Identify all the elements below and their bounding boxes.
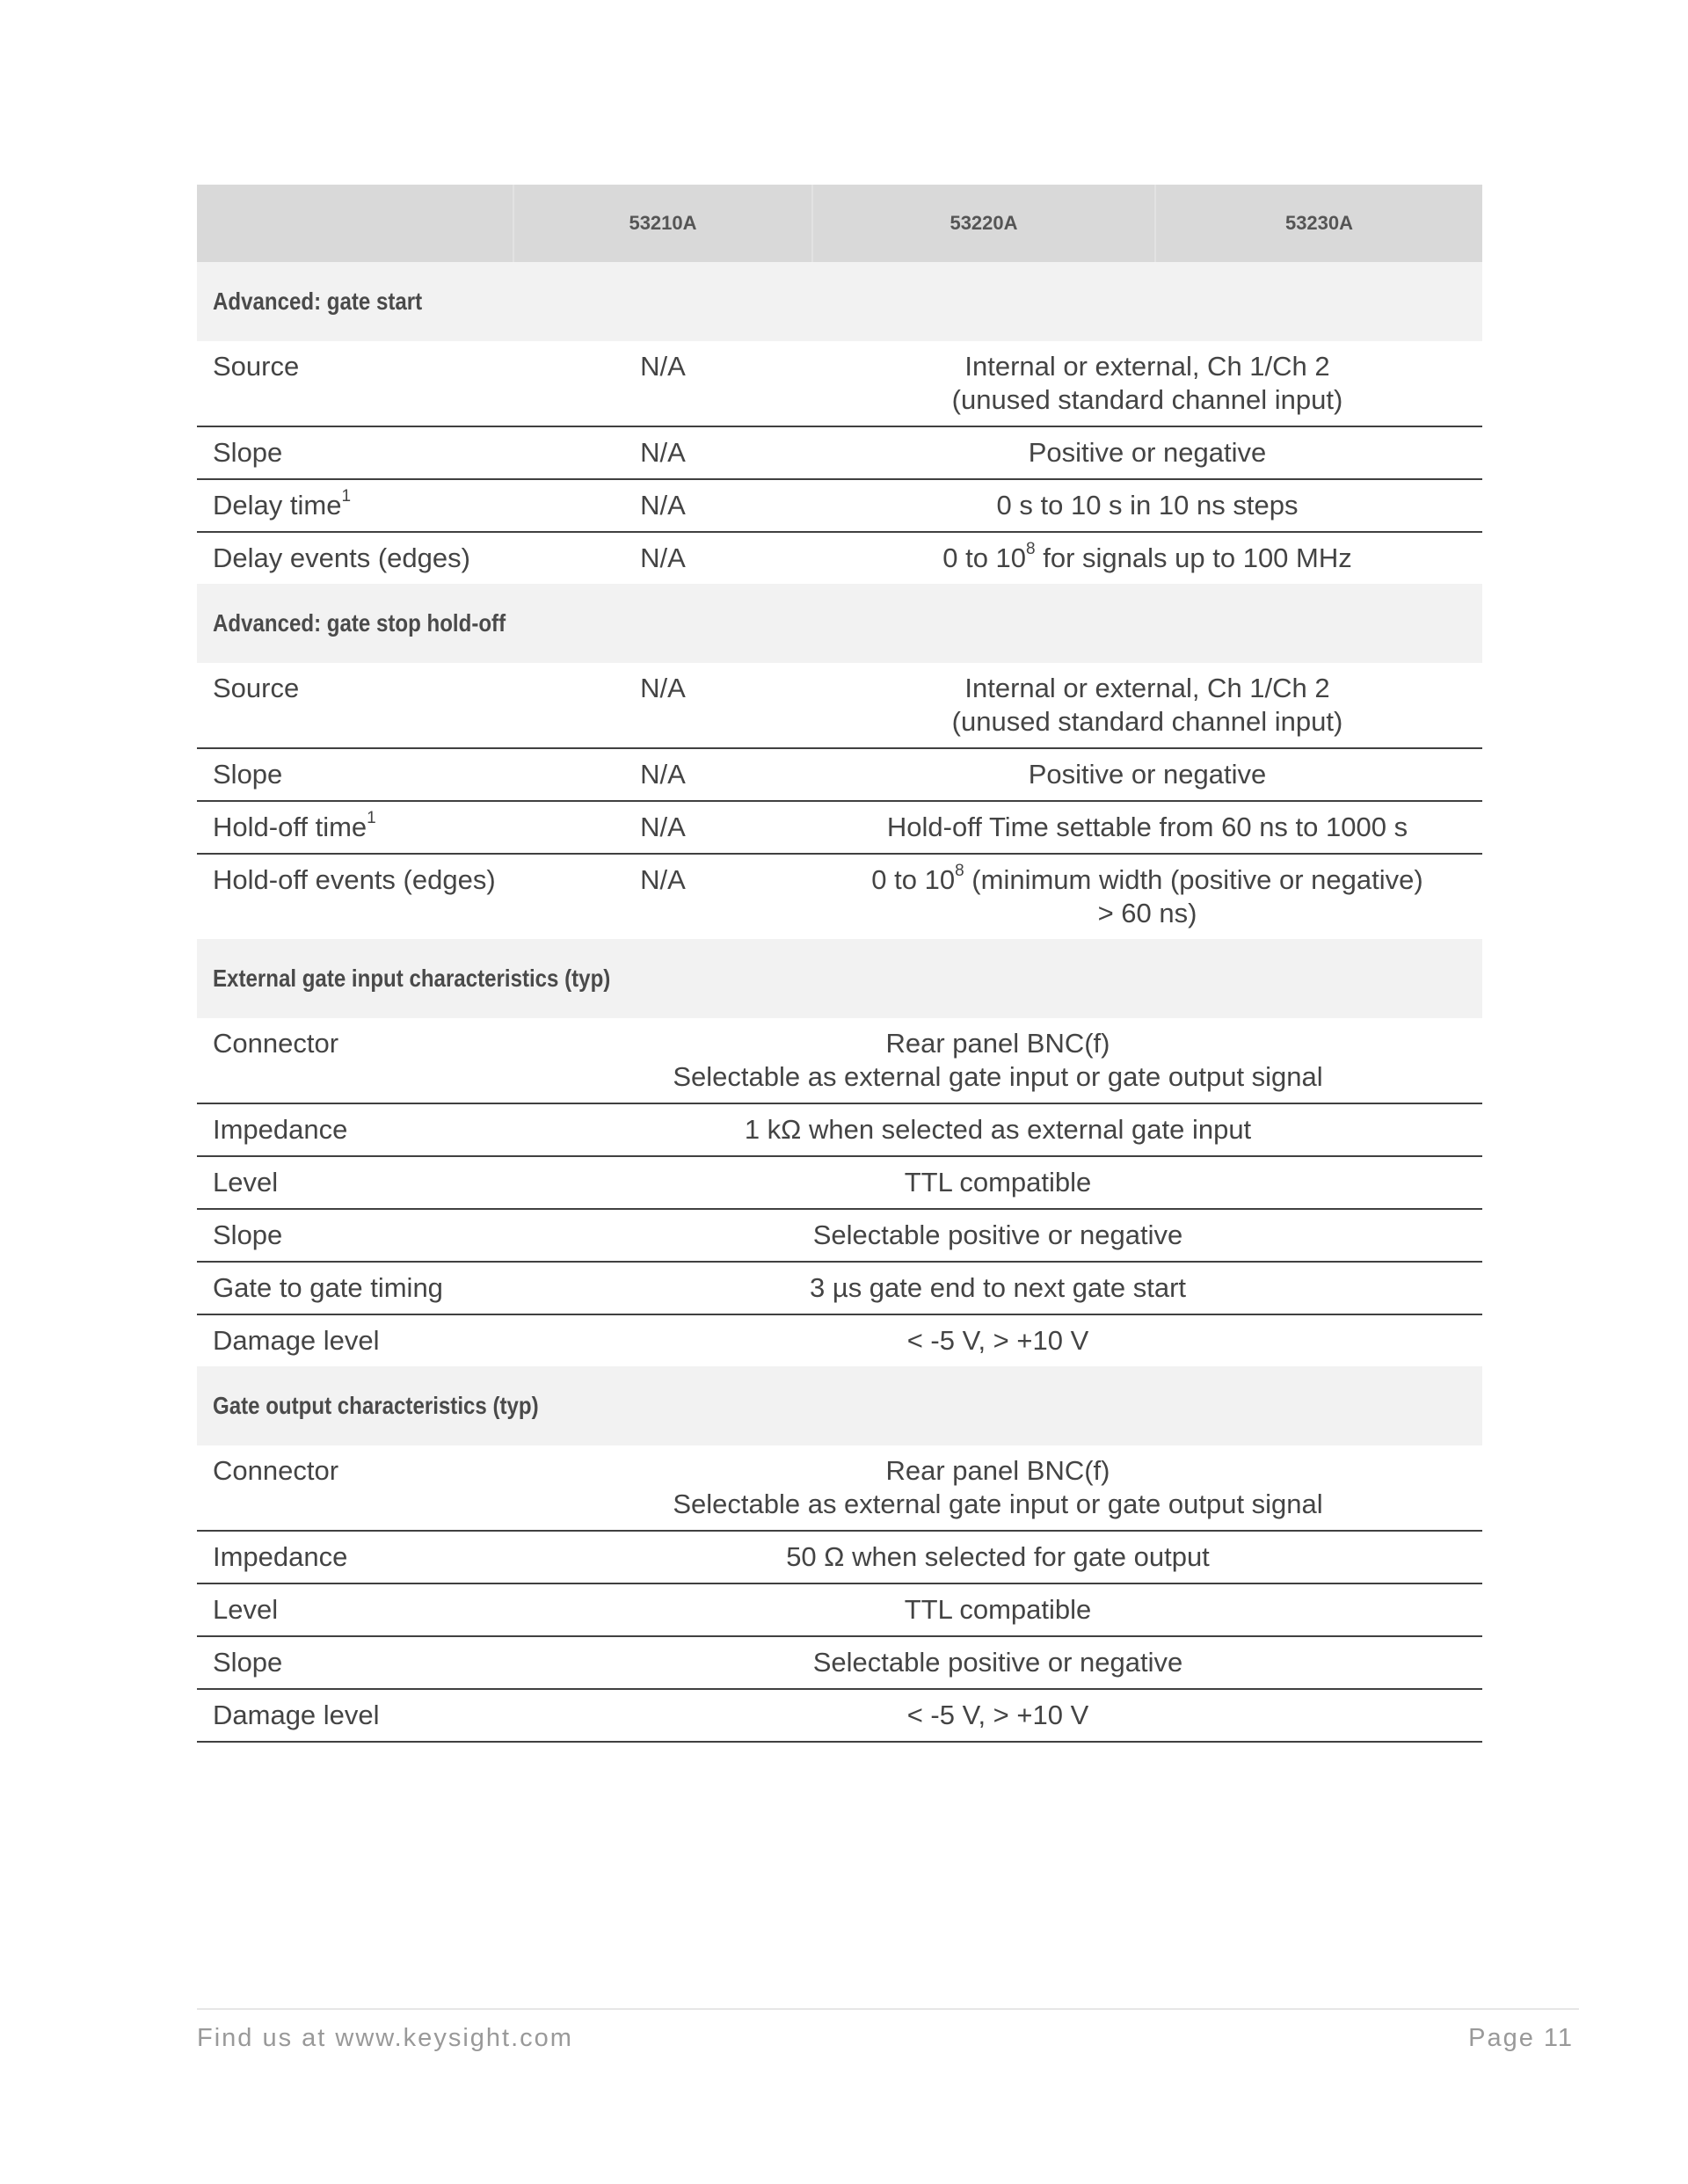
value-line: (unused standard channel input) <box>951 706 1343 737</box>
table-row <box>197 663 1482 748</box>
table-row <box>197 1103 1482 1156</box>
value-text: for signals up to 100 MHz <box>1035 542 1352 573</box>
value-line: Internal or external, Ch 1/Ch 2 <box>964 351 1330 382</box>
param-label: Delay events (edges) <box>213 542 470 573</box>
value-53210a: N/A <box>640 864 686 895</box>
param-label: Level <box>197 1156 513 1209</box>
footnote-ref: 1 <box>367 808 376 827</box>
value-all-models: Selectable positive or negative <box>513 1636 1482 1689</box>
table-row <box>197 532 1482 584</box>
value-53210a: N/A <box>513 479 812 532</box>
param-label: Damage level <box>213 1325 380 1356</box>
table-row <box>197 1531 1482 1583</box>
section-external-gate-input <box>197 939 1482 1018</box>
value-53210a: N/A <box>513 663 812 748</box>
value-53220a-53230a <box>812 532 1482 584</box>
value-53220a-53230a: 0 s to 10 s in 10 ns steps <box>812 479 1482 532</box>
param-label: Slope <box>197 1209 513 1262</box>
value-line: Selectable as external gate input or gate output signal <box>673 1061 1323 1092</box>
table-header-row <box>197 185 1482 262</box>
section-title: External gate input characteristics (typ) <box>213 965 611 992</box>
param-label: Slope <box>197 748 513 801</box>
value-all-models: TTL compatible <box>513 1583 1482 1636</box>
value-line: Rear panel BNC(f) <box>885 1455 1110 1486</box>
value-text: (minimum width (positive or negative) <box>964 864 1423 895</box>
value-line <box>812 863 1482 897</box>
table-row <box>197 341 1482 426</box>
table-row <box>197 748 1482 801</box>
value-all-models: TTL compatible <box>513 1156 1482 1209</box>
value-all-models: < -5 V, > +10 V <box>513 1689 1482 1742</box>
header-corner <box>197 185 513 262</box>
param-label-text: Hold-off time <box>213 812 367 842</box>
value-53210a: N/A <box>513 748 812 801</box>
value-53220a-53230a: Positive or negative <box>812 426 1482 479</box>
table-row <box>197 479 1482 532</box>
exponent: 8 <box>955 861 964 880</box>
section-title: Advanced: gate start <box>213 288 423 315</box>
value-53220a-53230a <box>812 854 1482 939</box>
table-row <box>197 1262 1482 1314</box>
value-line: Selectable as external gate input or gate output signal <box>673 1489 1323 1519</box>
value-all-models: < -5 V, > +10 V <box>906 1325 1089 1356</box>
value-all-models: 1 kΩ when selected as external gate input <box>513 1103 1482 1156</box>
value-all-models <box>513 1445 1482 1531</box>
header-53230a: 53230A <box>1155 185 1482 262</box>
section-gate-stop-holdoff <box>197 584 1482 663</box>
section-title: Advanced: gate stop hold-off <box>213 609 506 637</box>
table-row <box>197 801 1482 854</box>
header-53220a: 53220A <box>812 185 1155 262</box>
param-label: Gate to gate timing <box>197 1262 513 1314</box>
param-label: Slope <box>197 426 513 479</box>
param-label: Source <box>197 663 513 748</box>
param-label: Level <box>197 1583 513 1636</box>
table-row <box>197 1018 1482 1103</box>
table-row <box>197 1636 1482 1689</box>
value-53220a-53230a <box>812 341 1482 426</box>
value-line: Rear panel BNC(f) <box>885 1028 1110 1059</box>
section-gate-start <box>197 262 1482 341</box>
table-row <box>197 1156 1482 1209</box>
param-label-text: Delay time <box>213 490 342 521</box>
value-53210a: N/A <box>513 426 812 479</box>
table-row <box>197 1689 1482 1742</box>
param-label: Connector <box>197 1018 513 1103</box>
value-53220a-53230a: Hold-off Time settable from 60 ns to 1000 s <box>812 801 1482 854</box>
table-row <box>197 1445 1482 1531</box>
footnote-ref: 1 <box>341 486 352 506</box>
param-label: Slope <box>197 1636 513 1689</box>
value-53220a-53230a: Positive or negative <box>812 748 1482 801</box>
value-53210a: N/A <box>513 801 812 854</box>
footer-divider <box>197 2008 1579 2010</box>
param-label: Source <box>197 341 513 426</box>
section-title: Gate output characteristics (typ) <box>213 1392 539 1419</box>
param-label: Connector <box>197 1445 513 1531</box>
value-line: > 60 ns) <box>1097 898 1197 928</box>
spec-table <box>197 185 1482 1743</box>
table-row <box>197 854 1482 939</box>
value-all-models: 50 Ω when selected for gate output <box>513 1531 1482 1583</box>
value-line: Internal or external, Ch 1/Ch 2 <box>964 673 1330 703</box>
param-label: Impedance <box>197 1531 513 1583</box>
param-label: Hold-off events (edges) <box>213 864 496 895</box>
value-53220a-53230a <box>812 663 1482 748</box>
value-53210a: N/A <box>640 542 686 573</box>
value-line: (unused standard channel input) <box>951 384 1343 415</box>
value-53210a: N/A <box>513 341 812 426</box>
exponent: 8 <box>1026 539 1036 558</box>
footer-website: Find us at www.keysight.com <box>197 2024 573 2052</box>
table-row <box>197 1583 1482 1636</box>
param-label: Damage level <box>197 1689 513 1742</box>
value-text: 0 to 10 <box>871 864 956 895</box>
section-gate-output <box>197 1366 1482 1445</box>
table-row <box>197 1209 1482 1262</box>
param-label <box>197 479 513 532</box>
page-number: Page 11 <box>1468 2024 1574 2052</box>
param-label <box>197 801 513 854</box>
value-all-models: Selectable positive or negative <box>513 1209 1482 1262</box>
header-53210a: 53210A <box>513 185 812 262</box>
value-text: 0 to 10 <box>942 542 1027 573</box>
table-row <box>197 426 1482 479</box>
value-all-models <box>513 1018 1482 1103</box>
param-label: Impedance <box>197 1103 513 1156</box>
table-row <box>197 1314 1482 1366</box>
value-all-models: 3 µs gate end to next gate start <box>513 1262 1482 1314</box>
